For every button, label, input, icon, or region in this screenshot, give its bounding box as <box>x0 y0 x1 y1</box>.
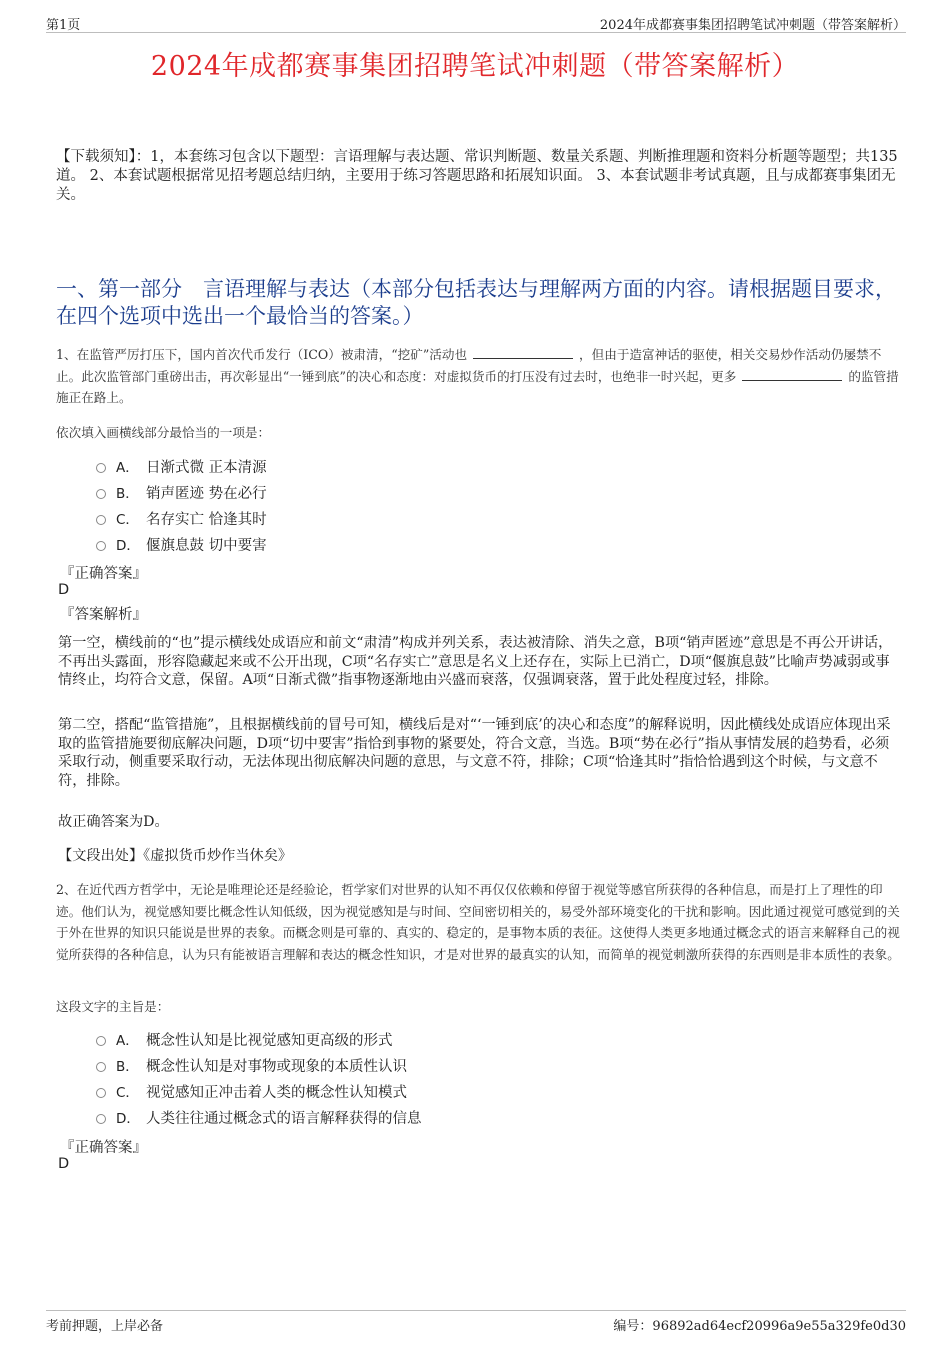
q2-answer-label: 『正确答案』 <box>60 1140 147 1156</box>
q2-option-a[interactable]: A． 概念性认知是比视觉感知更高级的形式 <box>96 1026 422 1052</box>
q1-stem: 依次填入画横线部分最恰当的一项是： <box>56 425 271 440</box>
q1-text-part-a: 1、在监管严厉打压下，国内首次代币发行（ICO）被肃清，“挖矿”活动也 <box>56 347 468 362</box>
q2-option-d[interactable]: D． 人类往往通过概念式的语言解释获得的信息 <box>96 1104 422 1130</box>
q2-option-c[interactable]: C． 视觉感知正冲击着人类的概念性认知模式 <box>96 1078 422 1104</box>
q2-options <box>96 1026 422 1130</box>
q1-option-b[interactable]: B． 销声匿迹 势在必行 <box>96 479 267 505</box>
document-title: 2024年成都赛事集团招聘笔试冲刺题（带答案解析） <box>150 51 800 82</box>
footer-slogan: 考前押题，上岸必备 <box>46 1319 164 1334</box>
radio-icon[interactable] <box>96 1088 106 1098</box>
q1-option-a[interactable]: A． 日渐式微 正本清源 <box>96 453 267 479</box>
q1-option-d[interactable]: D． 偃旗息鼓 切中要害 <box>96 531 267 557</box>
section-heading: 一、第一部分 言语理解与表达（本部分包括表达与理解两方面的内容。请根据题目要求，在四个选项中选出一个最恰当的答案。） <box>56 277 896 328</box>
footer-doc-id: 编号：96892ad64ecf20996a9e55a329fe0d30 <box>613 1319 906 1334</box>
q1-analysis-paragraph-2: 第二空，搭配“监管措施”，且根据横线前的冒号可知，横线后是对“‘一锤到底’的决心和态度”的解释说明，因此横线处成语应体现出采取的监管措施要彻底解决问题，D项“切中要害”指恰到事物的紧要处，符合文意，当选。B项“势在必行”指从事情发展的趋势看，必须采取行动，侧重要采取行动，无法体现出彻底解决问题的意思，与文意不符，排除；C项“恰逢其时”指恰恰遇到这个时候，与文意不符，排除。 <box>58 717 891 789</box>
radio-icon[interactable] <box>96 1036 106 1046</box>
question-1-text <box>56 344 900 409</box>
q2-option-b[interactable]: B． 概念性认知是对事物或现象的本质性认识 <box>96 1052 422 1078</box>
download-notice: 【下载须知】：1，本套练习包含以下题型：言语理解与表达题、常识判断题、数量关系题、判断推理题和资料分析题等题型；共135道。 2、本套试题根据常见招考题总结归纳，主要用于练习答题思路和拓展知识面。 3、本套试题非考试真题，且与成都赛事集团无关。 <box>56 149 898 203</box>
q1-answer-label: 『正确答案』 <box>60 566 147 582</box>
page-number: 第1页 <box>46 18 81 33</box>
q1-analysis-paragraph-1: 第一空，横线前的“也”提示横线处成语应和前文“肃清”构成并列关系，表达被清除、消失之意，B项“销声匿迹”意思是不再公开讲话，不再出头露面，形容隐藏起来或不公开出现，C项“名存实亡”意思是名义上还存在，实际上已消亡，D项“偃旗息鼓”比喻声势减弱或事情终止，均符合文意，保留。A项“日渐式微”指事物逐渐地由兴盛而衰落，仅强调衰落，置于此处程度过轻，排除。 <box>58 635 893 688</box>
radio-icon[interactable] <box>96 489 106 499</box>
q1-text-part-b: ，但由于造富神话的驱使，相关交易炒作活动仍屡禁不止。此次监管部门重磅出击，再次彰显出“一锤到底”的决心和态度：对虚拟货币的打压没有过去时，也绝非一时兴起，更多 <box>56 347 882 384</box>
radio-icon[interactable] <box>96 1062 106 1072</box>
q1-conclusion: 故正确答案为D。 <box>58 814 169 830</box>
q1-options <box>96 453 267 557</box>
q1-blank-2 <box>742 368 842 381</box>
header-doc-title: 2024年成都赛事集团招聘笔试冲刺题（带答案解析） <box>599 18 906 33</box>
q1-source: 【文段出处】《虚拟货币炒作当休矣》 <box>58 848 293 864</box>
page-header <box>46 12 906 33</box>
page-footer <box>46 1310 906 1335</box>
q2-stem: 这段文字的主旨是： <box>56 999 170 1014</box>
q1-text-part-c: 的监管措施正在路上。 <box>56 368 899 405</box>
q1-option-c[interactable]: C． 名存实亡 恰逢其时 <box>96 505 267 531</box>
q1-analysis-label: 『答案解析』 <box>60 607 147 623</box>
radio-icon[interactable] <box>96 1114 106 1124</box>
q1-answer: D <box>58 582 70 598</box>
radio-icon[interactable] <box>96 541 106 551</box>
q1-blank-1 <box>473 346 573 359</box>
radio-icon[interactable] <box>96 463 106 473</box>
q2-answer: D <box>58 1156 70 1172</box>
question-2-text: 2、在近代西方哲学中，无论是唯理论还是经验论，哲学家们对世界的认知不再仅仅依赖和停留于视觉等感官所获得的各种信息，而是打上了理性的印迹。他们认为，视觉感知要比概念性认知低级，因为视觉感知是与时间、空间密切相关的，易受外部环境变化的干扰和影响。因此通过视觉可感觉到的关于外在世界的知识只能说是世界的表象。而概念则是可靠的、真实的、稳定的，是事物本质的表征。这使得人类更多地通过概念式的语言来解释自己的视觉所获得的各种信息，认为只有能被语言理解和表达的概念性知识，才是对世界的最真实的认知，而简单的视觉刺激所获得的东西则是非本质性的表象。 <box>56 882 900 962</box>
radio-icon[interactable] <box>96 515 106 525</box>
